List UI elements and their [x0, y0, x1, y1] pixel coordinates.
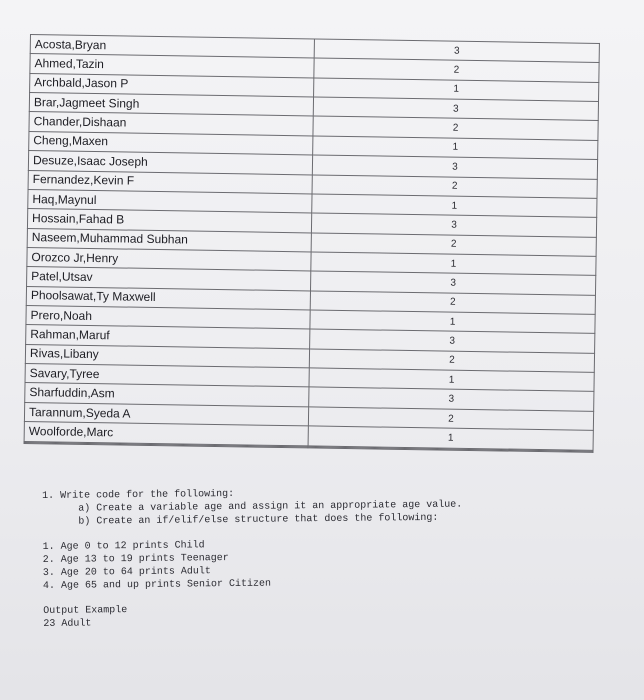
student-name-cell: Sharfuddin,Asm — [25, 383, 309, 407]
age-rule-item: 4. Age 65 and up prints Senior Citizen — [42, 578, 272, 592]
student-name-cell: Prero,Noah — [26, 306, 310, 330]
group-number-cell: 3 — [309, 387, 594, 411]
group-number-cell: 3 — [311, 271, 596, 295]
group-number-cell: 2 — [313, 116, 598, 140]
group-number-cell: 3 — [314, 39, 599, 63]
student-name-cell: Woolforde,Marc — [24, 422, 308, 446]
student-name-cell: Archbald,Jason P — [30, 73, 314, 97]
student-name-cell: Haq,Maynul — [28, 189, 312, 213]
student-name-cell: Ahmed,Tazin — [30, 54, 314, 78]
age-rule-item: 3. Age 20 to 64 prints Adult — [42, 566, 211, 579]
age-rules-list — [43, 535, 604, 593]
group-number-cell: 1 — [312, 194, 597, 218]
student-name-cell: Naseem,Muhammad Subhan — [27, 228, 311, 252]
assignment-instructions — [42, 484, 603, 631]
group-number-cell: 2 — [310, 291, 595, 315]
group-number-cell: 2 — [309, 349, 594, 373]
student-name-cell: Patel,Utsav — [27, 267, 311, 291]
question-part-b: b) Create an if/elif/else structure that does the following: — [78, 512, 439, 528]
group-number-cell: 2 — [312, 174, 597, 198]
student-name-cell: Rahman,Maruf — [26, 325, 310, 349]
group-number-cell: 3 — [312, 155, 597, 179]
group-number-cell: 3 — [313, 97, 598, 121]
group-number-cell: 1 — [310, 310, 595, 334]
group-number-cell: 1 — [311, 252, 596, 276]
age-rule-item: 1. Age 0 to 12 prints Child — [42, 540, 205, 553]
student-name-cell: Tarannum,Syeda A — [24, 402, 308, 426]
group-number-cell: 2 — [314, 58, 599, 82]
roster-table-body — [24, 35, 599, 453]
student-name-cell: Phoolsawat,Ty Maxwell — [26, 286, 310, 310]
student-name-cell: Orozco Jr,Henry — [27, 247, 311, 271]
student-name-cell: Cheng,Maxen — [29, 131, 313, 155]
student-name-cell: Desuze,Isaac Joseph — [28, 151, 312, 175]
student-name-cell: Brar,Jagmeet Singh — [29, 93, 313, 117]
student-name-cell: Acosta,Bryan — [30, 35, 314, 59]
group-number-cell: 3 — [311, 213, 596, 237]
group-number-cell: 1 — [313, 136, 598, 160]
group-number-cell: 2 — [308, 407, 593, 431]
age-rule-item: 2. Age 13 to 19 prints Teenager — [42, 553, 229, 566]
output-example-label: Output Example — [43, 605, 128, 617]
roster-table — [24, 34, 600, 453]
question-part-a: a) Create a variable age and assign it an appropriate age value. — [78, 499, 463, 515]
student-name-cell: Fernandez,Kevin F — [28, 170, 312, 194]
group-number-cell: 3 — [310, 329, 595, 353]
student-name-cell: Savary,Tyree — [25, 364, 309, 388]
student-name-cell: Chander,Dishaan — [29, 112, 313, 136]
output-example-value: 23 Adult — [43, 618, 92, 630]
group-number-cell: 1 — [314, 78, 599, 102]
group-number-cell: 2 — [311, 233, 596, 257]
student-name-cell: Rivas,Libany — [25, 344, 309, 368]
group-number-cell: 1 — [308, 426, 593, 450]
student-name-cell: Hossain,Fahad B — [27, 209, 311, 233]
question-heading: 1. Write code for the following: — [42, 488, 235, 502]
group-number-cell: 1 — [309, 368, 594, 392]
